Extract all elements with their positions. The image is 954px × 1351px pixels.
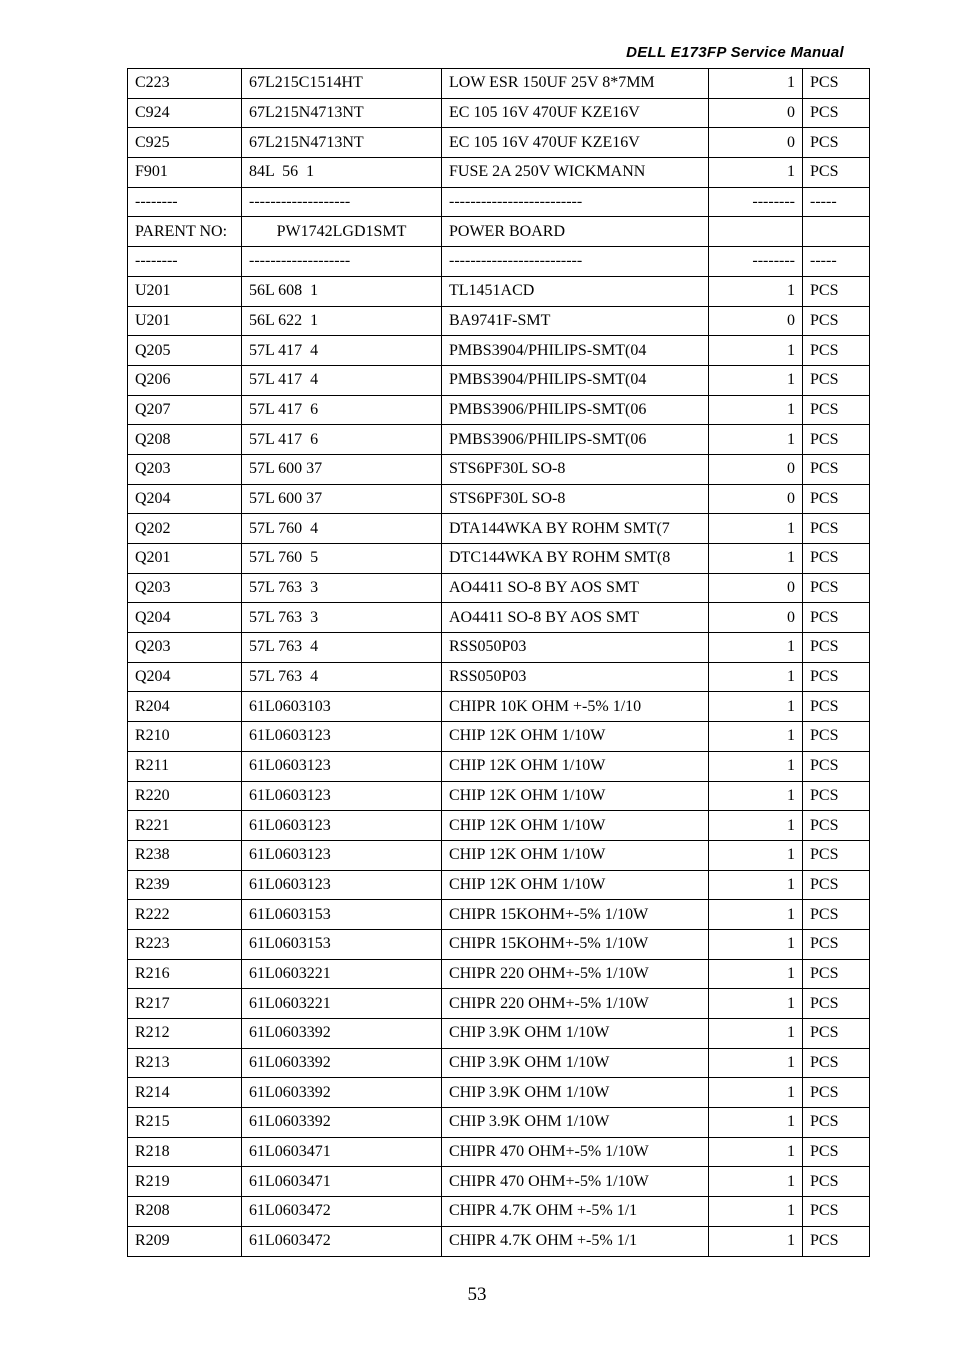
quantity-cell: 1 xyxy=(709,1078,803,1108)
description-cell: DTA144WKA BY ROHM SMT(7 xyxy=(442,514,709,544)
location-cell: R238 xyxy=(128,840,242,870)
description-cell: FUSE 2A 250V WICKMANN xyxy=(442,158,709,188)
part-number-cell: 67L215N4713NT xyxy=(242,98,442,128)
location-cell: R218 xyxy=(128,1137,242,1167)
location-cell: Q208 xyxy=(128,425,242,455)
description-cell: CHIPR 220 OHM+-5% 1/10W xyxy=(442,959,709,989)
description-cell: PMBS3906/PHILIPS-SMT(06 xyxy=(442,395,709,425)
table-row xyxy=(128,722,870,752)
unit-cell: PCS xyxy=(803,69,870,99)
unit-cell: PCS xyxy=(803,692,870,722)
description-cell: CHIP 12K OHM 1/10W xyxy=(442,781,709,811)
parts-list-table xyxy=(127,68,870,1257)
quantity-cell: 1 xyxy=(709,1137,803,1167)
unit-cell: PCS xyxy=(803,1226,870,1256)
description-cell: CHIPR 15KOHM+-5% 1/10W xyxy=(442,929,709,959)
description-cell: LOW ESR 150UF 25V 8*7MM xyxy=(442,69,709,99)
part-number-cell: 84L 56 1 xyxy=(242,158,442,188)
description-cell: CHIP 3.9K OHM 1/10W xyxy=(442,1078,709,1108)
location-cell: R211 xyxy=(128,751,242,781)
unit-cell: PCS xyxy=(803,1197,870,1227)
table-row xyxy=(128,1197,870,1227)
location-cell: R214 xyxy=(128,1078,242,1108)
description-cell: CHIP 3.9K OHM 1/10W xyxy=(442,1048,709,1078)
description-cell: CHIPR 4.7K OHM +-5% 1/1 xyxy=(442,1197,709,1227)
location-cell: R223 xyxy=(128,929,242,959)
quantity-cell: 1 xyxy=(709,1048,803,1078)
part-number-cell: 67L215C1514HT xyxy=(242,69,442,99)
location-cell: C925 xyxy=(128,128,242,158)
table-row xyxy=(128,633,870,663)
table-row xyxy=(128,989,870,1019)
description-cell: ------------------------- xyxy=(442,247,709,277)
table-row xyxy=(128,959,870,989)
quantity-cell: 1 xyxy=(709,158,803,188)
location-cell: Q204 xyxy=(128,603,242,633)
unit-cell: PCS xyxy=(803,425,870,455)
location-cell: Q203 xyxy=(128,573,242,603)
part-number-cell: 61L0603123 xyxy=(242,840,442,870)
unit-cell: PCS xyxy=(803,870,870,900)
location-cell: R222 xyxy=(128,900,242,930)
description-cell: CHIP 12K OHM 1/10W xyxy=(442,751,709,781)
table-row xyxy=(128,900,870,930)
quantity-cell: 0 xyxy=(709,573,803,603)
quantity-cell: 1 xyxy=(709,276,803,306)
part-number-cell: ------------------- xyxy=(242,247,442,277)
part-number-cell: ------------------- xyxy=(242,187,442,217)
part-number-cell: 57L 763 4 xyxy=(242,633,442,663)
quantity-cell: 1 xyxy=(709,544,803,574)
quantity-cell: 1 xyxy=(709,811,803,841)
unit-cell: PCS xyxy=(803,959,870,989)
location-cell: R219 xyxy=(128,1167,242,1197)
description-cell: CHIP 12K OHM 1/10W xyxy=(442,870,709,900)
description-cell: CHIPR 4.7K OHM +-5% 1/1 xyxy=(442,1226,709,1256)
quantity-cell xyxy=(709,217,803,247)
description-cell: STS6PF30L SO-8 xyxy=(442,484,709,514)
table-row xyxy=(128,573,870,603)
location-cell: -------- xyxy=(128,247,242,277)
table-row xyxy=(128,811,870,841)
part-number-cell: 56L 608 1 xyxy=(242,276,442,306)
unit-cell: PCS xyxy=(803,336,870,366)
table-row xyxy=(128,98,870,128)
part-number-cell: 61L0603123 xyxy=(242,781,442,811)
quantity-cell: 1 xyxy=(709,365,803,395)
table-row xyxy=(128,1019,870,1049)
unit-cell: PCS xyxy=(803,1108,870,1138)
location-cell: Q204 xyxy=(128,484,242,514)
quantity-cell: 1 xyxy=(709,662,803,692)
part-number-cell: 61L0603392 xyxy=(242,1078,442,1108)
unit-cell: PCS xyxy=(803,1048,870,1078)
part-number-cell: 57L 417 6 xyxy=(242,425,442,455)
description-cell: CHIPR 470 OHM+-5% 1/10W xyxy=(442,1167,709,1197)
quantity-cell: 0 xyxy=(709,454,803,484)
unit-cell: PCS xyxy=(803,1078,870,1108)
part-number-cell: 61L0603472 xyxy=(242,1197,442,1227)
location-cell: U201 xyxy=(128,306,242,336)
location-cell: U201 xyxy=(128,276,242,306)
unit-cell: PCS xyxy=(803,1137,870,1167)
part-number-cell: 61L0603471 xyxy=(242,1137,442,1167)
unit-cell: PCS xyxy=(803,722,870,752)
description-cell: PMBS3904/PHILIPS-SMT(04 xyxy=(442,365,709,395)
part-number-cell: 61L0603153 xyxy=(242,929,442,959)
description-cell: BA9741F-SMT xyxy=(442,306,709,336)
quantity-cell: 0 xyxy=(709,603,803,633)
unit-cell: PCS xyxy=(803,484,870,514)
part-number-cell: 61L0603221 xyxy=(242,989,442,1019)
description-cell: CHIPR 10K OHM +-5% 1/10 xyxy=(442,692,709,722)
part-number-cell: 61L0603221 xyxy=(242,959,442,989)
quantity-cell: 1 xyxy=(709,69,803,99)
quantity-cell: 1 xyxy=(709,989,803,1019)
quantity-cell: 0 xyxy=(709,484,803,514)
description-cell: CHIP 12K OHM 1/10W xyxy=(442,811,709,841)
description-cell: STS6PF30L SO-8 xyxy=(442,454,709,484)
location-cell: R215 xyxy=(128,1108,242,1138)
unit-cell: PCS xyxy=(803,751,870,781)
location-cell: Q201 xyxy=(128,544,242,574)
location-cell: Q206 xyxy=(128,365,242,395)
description-cell: CHIPR 470 OHM+-5% 1/10W xyxy=(442,1137,709,1167)
location-cell: R216 xyxy=(128,959,242,989)
location-cell: Q205 xyxy=(128,336,242,366)
location-cell: R221 xyxy=(128,811,242,841)
description-cell: CHIP 12K OHM 1/10W xyxy=(442,840,709,870)
location-cell: PARENT NO: xyxy=(128,217,242,247)
table-row xyxy=(128,425,870,455)
table-row xyxy=(128,276,870,306)
part-number-cell: 61L0603123 xyxy=(242,751,442,781)
table-row xyxy=(128,247,870,277)
quantity-cell: 1 xyxy=(709,1197,803,1227)
table-row xyxy=(128,1048,870,1078)
unit-cell: PCS xyxy=(803,158,870,188)
table-row xyxy=(128,1137,870,1167)
quantity-cell: 1 xyxy=(709,840,803,870)
part-number-cell: 57L 600 37 xyxy=(242,484,442,514)
table-row xyxy=(128,603,870,633)
unit-cell: PCS xyxy=(803,514,870,544)
quantity-cell: 1 xyxy=(709,751,803,781)
unit-cell: ----- xyxy=(803,247,870,277)
location-cell: R213 xyxy=(128,1048,242,1078)
description-cell: RSS050P03 xyxy=(442,633,709,663)
unit-cell: PCS xyxy=(803,603,870,633)
part-number-cell: 57L 763 4 xyxy=(242,662,442,692)
quantity-cell: 0 xyxy=(709,98,803,128)
table-row xyxy=(128,187,870,217)
description-cell: EC 105 16V 470UF KZE16V xyxy=(442,128,709,158)
location-cell: C223 xyxy=(128,69,242,99)
parts-list-body xyxy=(128,69,870,1257)
unit-cell: PCS xyxy=(803,1167,870,1197)
location-cell: F901 xyxy=(128,158,242,188)
location-cell: R239 xyxy=(128,870,242,900)
quantity-cell: 1 xyxy=(709,929,803,959)
quantity-cell: -------- xyxy=(709,247,803,277)
description-cell: TL1451ACD xyxy=(442,276,709,306)
description-cell: CHIP 3.9K OHM 1/10W xyxy=(442,1019,709,1049)
table-row xyxy=(128,69,870,99)
part-number-cell: 61L0603123 xyxy=(242,722,442,752)
unit-cell: ----- xyxy=(803,187,870,217)
table-row xyxy=(128,1108,870,1138)
location-cell: R204 xyxy=(128,692,242,722)
unit-cell: PCS xyxy=(803,365,870,395)
description-cell: POWER BOARD xyxy=(442,217,709,247)
part-number-cell: 67L215N4713NT xyxy=(242,128,442,158)
location-cell: Q202 xyxy=(128,514,242,544)
unit-cell: PCS xyxy=(803,98,870,128)
table-row xyxy=(128,336,870,366)
table-row xyxy=(128,751,870,781)
table-row xyxy=(128,1226,870,1256)
location-cell: Q203 xyxy=(128,633,242,663)
document-header: DELL E173FP Service Manual xyxy=(626,44,844,61)
location-cell: -------- xyxy=(128,187,242,217)
description-cell: ------------------------- xyxy=(442,187,709,217)
quantity-cell: 1 xyxy=(709,692,803,722)
description-cell: PMBS3906/PHILIPS-SMT(06 xyxy=(442,425,709,455)
part-number-cell: 57L 417 4 xyxy=(242,365,442,395)
table-row xyxy=(128,158,870,188)
unit-cell: PCS xyxy=(803,989,870,1019)
table-row xyxy=(128,781,870,811)
unit-cell: PCS xyxy=(803,573,870,603)
unit-cell: PCS xyxy=(803,454,870,484)
part-number-cell: 61L0603103 xyxy=(242,692,442,722)
part-number-cell: 61L0603392 xyxy=(242,1019,442,1049)
quantity-cell: 1 xyxy=(709,900,803,930)
description-cell: PMBS3904/PHILIPS-SMT(04 xyxy=(442,336,709,366)
part-number-cell: 61L0603123 xyxy=(242,811,442,841)
unit-cell: PCS xyxy=(803,1019,870,1049)
unit-cell: PCS xyxy=(803,276,870,306)
description-cell: CHIP 12K OHM 1/10W xyxy=(442,722,709,752)
description-cell: RSS050P03 xyxy=(442,662,709,692)
unit-cell: PCS xyxy=(803,395,870,425)
quantity-cell: 1 xyxy=(709,395,803,425)
quantity-cell: 1 xyxy=(709,1019,803,1049)
part-number-cell: 56L 622 1 xyxy=(242,306,442,336)
table-row xyxy=(128,514,870,544)
location-cell: R212 xyxy=(128,1019,242,1049)
location-cell: R208 xyxy=(128,1197,242,1227)
description-cell: CHIPR 15KOHM+-5% 1/10W xyxy=(442,900,709,930)
table-row xyxy=(128,662,870,692)
quantity-cell: 1 xyxy=(709,425,803,455)
table-row xyxy=(128,929,870,959)
table-row xyxy=(128,1078,870,1108)
unit-cell: PCS xyxy=(803,633,870,663)
part-number-cell: 57L 763 3 xyxy=(242,573,442,603)
page-number: 53 xyxy=(467,1284,487,1305)
quantity-cell: 1 xyxy=(709,781,803,811)
unit-cell: PCS xyxy=(803,662,870,692)
quantity-cell: -------- xyxy=(709,187,803,217)
unit-cell: PCS xyxy=(803,544,870,574)
table-row xyxy=(128,365,870,395)
table-row xyxy=(128,217,870,247)
unit-cell: PCS xyxy=(803,306,870,336)
quantity-cell: 0 xyxy=(709,128,803,158)
part-number-cell: 61L0603472 xyxy=(242,1226,442,1256)
location-cell: Q203 xyxy=(128,454,242,484)
quantity-cell: 0 xyxy=(709,306,803,336)
table-row xyxy=(128,840,870,870)
part-number-cell: 57L 760 5 xyxy=(242,544,442,574)
part-number-cell: 61L0603392 xyxy=(242,1048,442,1078)
part-number-cell: 57L 760 4 xyxy=(242,514,442,544)
quantity-cell: 1 xyxy=(709,1167,803,1197)
description-cell: AO4411 SO-8 BY AOS SMT xyxy=(442,603,709,633)
part-number-cell: PW1742LGD1SMT xyxy=(242,217,442,247)
part-number-cell: 61L0603123 xyxy=(242,870,442,900)
location-cell: C924 xyxy=(128,98,242,128)
part-number-cell: 61L0603471 xyxy=(242,1167,442,1197)
part-number-cell: 57L 600 37 xyxy=(242,454,442,484)
part-number-cell: 61L0603392 xyxy=(242,1108,442,1138)
unit-cell: PCS xyxy=(803,781,870,811)
location-cell: R209 xyxy=(128,1226,242,1256)
description-cell: CHIP 3.9K OHM 1/10W xyxy=(442,1108,709,1138)
description-cell: DTC144WKA BY ROHM SMT(8 xyxy=(442,544,709,574)
quantity-cell: 1 xyxy=(709,336,803,366)
quantity-cell: 1 xyxy=(709,1226,803,1256)
unit-cell: PCS xyxy=(803,811,870,841)
table-row xyxy=(128,1167,870,1197)
table-row xyxy=(128,128,870,158)
table-row xyxy=(128,395,870,425)
location-cell: Q207 xyxy=(128,395,242,425)
location-cell: R220 xyxy=(128,781,242,811)
quantity-cell: 1 xyxy=(709,514,803,544)
quantity-cell: 1 xyxy=(709,633,803,663)
table-row xyxy=(128,692,870,722)
location-cell: R210 xyxy=(128,722,242,752)
unit-cell xyxy=(803,217,870,247)
description-cell: CHIPR 220 OHM+-5% 1/10W xyxy=(442,989,709,1019)
description-cell: AO4411 SO-8 BY AOS SMT xyxy=(442,573,709,603)
location-cell: R217 xyxy=(128,989,242,1019)
location-cell: Q204 xyxy=(128,662,242,692)
part-number-cell: 61L0603153 xyxy=(242,900,442,930)
part-number-cell: 57L 417 4 xyxy=(242,336,442,366)
table-row xyxy=(128,484,870,514)
unit-cell: PCS xyxy=(803,128,870,158)
table-row xyxy=(128,306,870,336)
unit-cell: PCS xyxy=(803,900,870,930)
unit-cell: PCS xyxy=(803,929,870,959)
quantity-cell: 1 xyxy=(709,959,803,989)
quantity-cell: 1 xyxy=(709,1108,803,1138)
quantity-cell: 1 xyxy=(709,722,803,752)
table-row xyxy=(128,870,870,900)
table-row xyxy=(128,454,870,484)
quantity-cell: 1 xyxy=(709,870,803,900)
unit-cell: PCS xyxy=(803,840,870,870)
part-number-cell: 57L 763 3 xyxy=(242,603,442,633)
part-number-cell: 57L 417 6 xyxy=(242,395,442,425)
table-row xyxy=(128,544,870,574)
description-cell: EC 105 16V 470UF KZE16V xyxy=(442,98,709,128)
